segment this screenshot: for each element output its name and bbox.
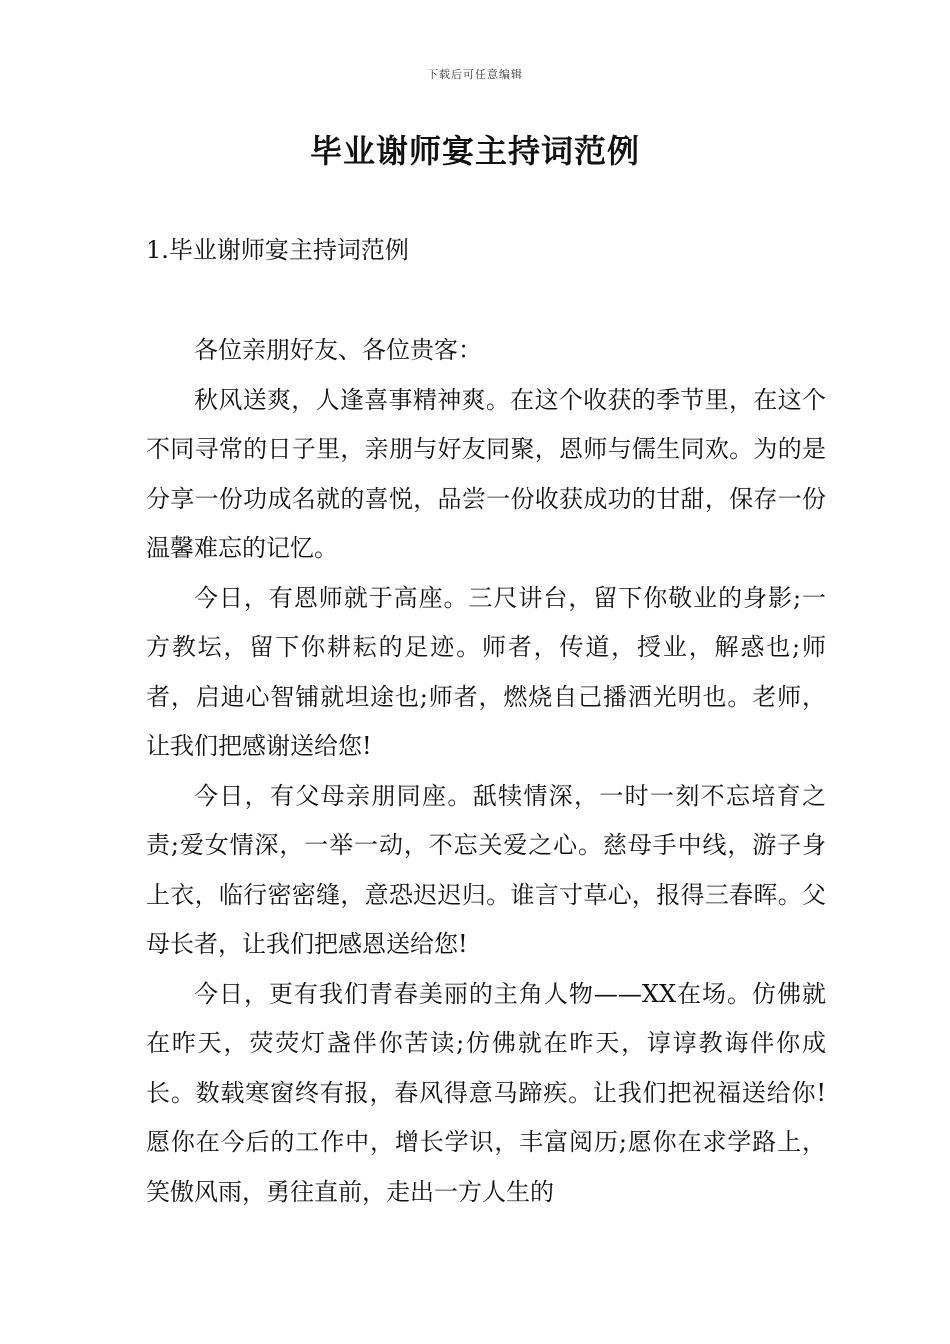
document-body (146, 326, 826, 1217)
paragraph-parents: 今日，有父母亲朋同座。舐犊情深，一时一刻不忘培育之责;爱女情深，一举一动，不忘关爱之心。慈母手中线，游子身上衣，临行密密缝，意恐迟迟归。谁言寸草心，报得三春晖。父母长者，让我们把感恩送给您! (146, 781, 826, 958)
section-heading: 1.毕业谢师宴主持词范例 (146, 236, 409, 264)
paragraph-graduate: 今日，更有我们青春美丽的主角人物——XX在场。仿佛就在昨天，荧荧灯盏伴你苦读;仿佛就在昨天，谆谆教诲伴你成长。数载寒窗终有报，春风得意马蹄疾。让我们把祝福送给你!愿你在今后的工作中，增长学识，丰富阅历;愿你在求学路上，笑傲风雨，勇往直前，走出一方人生的 (146, 979, 826, 1206)
paragraph-opening: 秋风送爽，人逢喜事精神爽。在这个收获的季节里，在这个不同寻常的日子里，亲朋与好友同聚，恩师与儒生同欢。为的是分享一份功成名就的喜悦，品尝一份收获成功的甘甜，保存一份温馨难忘的记忆。 (146, 385, 826, 562)
document-title: 毕业谢师宴主持词范例 (309, 132, 640, 170)
paragraph-greeting: 各位亲朋好友、各位贵客： (194, 336, 482, 364)
header-note: 下载后可任意编辑 (427, 68, 523, 81)
paragraph-teachers: 今日，有恩师就于高座。三尺讲台，留下你敬业的身影;一方教坛，留下你耕耘的足迹。师者，传道，授业，解惑也;师者，启迪心智铺就坦途也;师者，燃烧自己播洒光明也。老师，让我们把感谢送给您! (146, 583, 826, 760)
